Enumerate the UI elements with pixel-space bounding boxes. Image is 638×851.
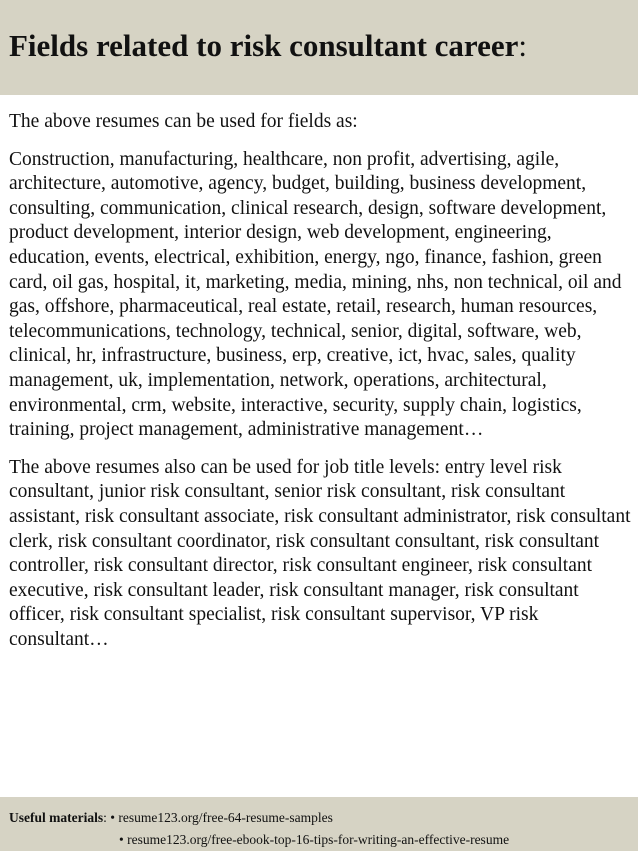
page-title bbox=[9, 26, 629, 66]
header-band bbox=[0, 0, 638, 95]
footer-separator: : bbox=[103, 810, 111, 825]
useful-materials-label: Useful materials bbox=[9, 810, 104, 825]
intro-paragraph: The above resumes can be used for fields as: bbox=[9, 111, 358, 132]
footer-band bbox=[0, 797, 638, 851]
page-title-colon: : bbox=[518, 28, 528, 63]
fields-paragraph: Construction, manufacturing, healthcare, non profit, advertising, agile, architecture, automotive, agency, budget, building, business development, consulting, communication, clinical research, design, software development, product development, interior design, web development, engineering, education, events, electrical, exhibition, energy, ngo, finance, fashion, green card, oil gas, hospital, it, marketing, media, mining, nhs, non technical, oil and gas, offshore, pharmaceutical, real estate, retail, research, human resources, telecommunications, technology, technical, senior, digital, software, web, clinical, hr, infrastructure, business, erp, creative, ict, hvac, sales, quality management, uk, implementation, network, operations, architectural, environmental, crm, website, interactive, security, supply chain, logistics, training, project management, administrative management… bbox=[9, 148, 622, 441]
page-title-text: Fields related to risk consultant career bbox=[9, 28, 519, 63]
job-levels-paragraph: The above resumes also can be used for job title levels: entry level risk consultant, junior risk consultant, senior risk consultant, risk consultant assistant, risk consultant associate, risk consultant administrator, risk consultant clerk, risk consultant coordinator, risk consultant consultant, risk consultant controller, risk consultant director, risk consultant engineer, risk consultant executive, risk consultant leader, risk consultant manager, risk consultant officer, risk consultant specialist, risk consultant supervisor, VP risk consultant… bbox=[9, 456, 631, 650]
footer-row-2 bbox=[9, 829, 629, 851]
footer-link-ebook-tips[interactable]: • resume123.org/free-ebook-top-16-tips-for-writing-an-effective-resume bbox=[119, 832, 510, 847]
main-content bbox=[9, 110, 634, 652]
footer-row-1 bbox=[9, 807, 629, 829]
footer-link-resume-samples[interactable]: • resume123.org/free-64-resume-samples bbox=[110, 810, 333, 825]
